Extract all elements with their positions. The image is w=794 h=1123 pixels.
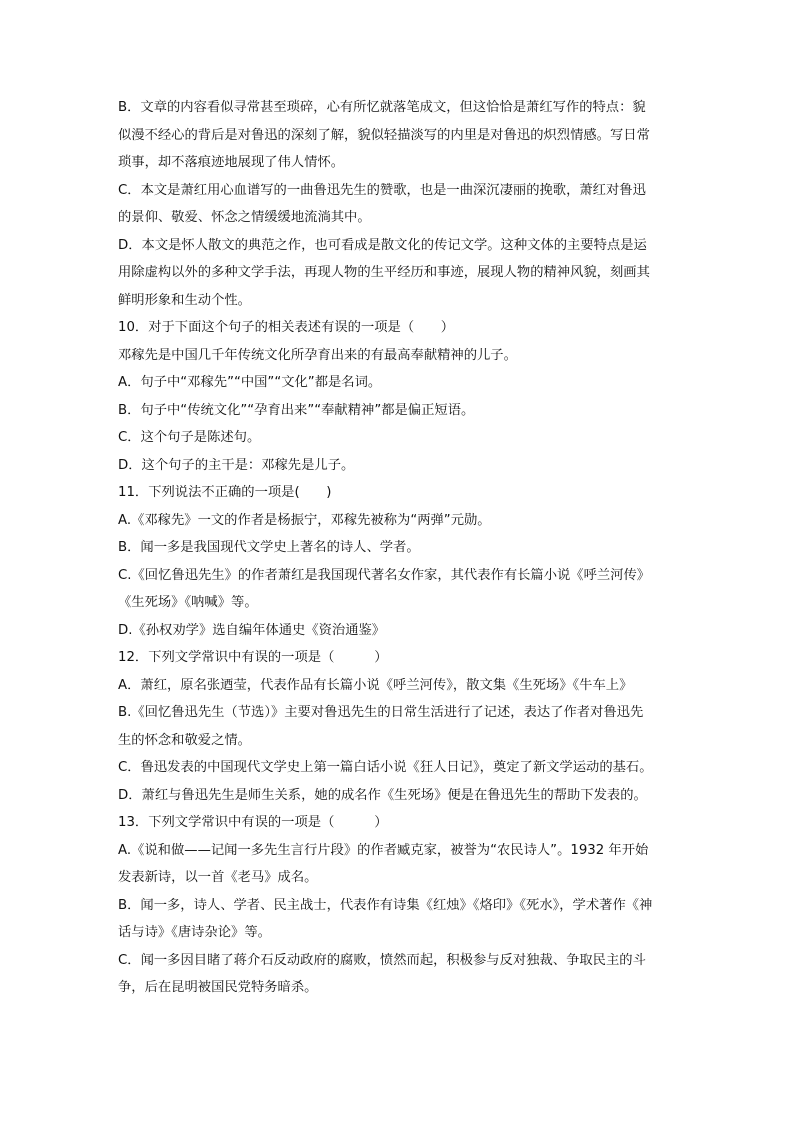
question-13-option-a-line-2: 发表新诗，以一首《老马》成名。	[118, 870, 318, 885]
option-d-line-1: D．本文是怀人散文的典范之作，也可看成是散文化的传记文学。这种文体的主要特点是运	[118, 237, 647, 253]
question-10-option-c: C．这个句子是陈述句。	[118, 430, 261, 445]
question-13-option-c-line-2: 争，后在昆明被国民党特务暗杀。	[118, 980, 318, 995]
question-13-stem: 13．下列文学常识中有误的一项是（ ）	[118, 815, 388, 830]
question-11-option-d: D.《孙权劝学》选自编年体通史《资治通鉴》	[118, 622, 386, 638]
question-11-option-b: B．闻一多是我国现代文学史上著名的诗人、学者。	[118, 540, 420, 555]
option-b-line-3: 琐事，却不落痕迹地展现了伟人情怀。	[118, 155, 345, 170]
question-10-option-a: A．句子中“邓稼先”“中国”“文化”都是名词。	[118, 375, 382, 390]
question-13-option-c-line-1: C．闻一多因目睹了蒋介石反动政府的腐败，愤然而起，积极参与反对独裁、争取民主的斗	[118, 952, 646, 968]
option-b-line-1: B．文章的内容看似寻常甚至琐碎，心有所忆就落笔成文，但这恰恰是萧红写作的特点：貌	[118, 100, 646, 115]
question-12-option-d: D．萧红与鲁迅先生是师生关系，她的成名作《生死场》便是在鲁迅先生的帮助下发表的。	[118, 787, 647, 803]
question-11-stem: 11．下列说法不正确的一项是( )	[118, 485, 332, 500]
question-12-option-c: C．鲁迅发表的中国现代文学史上第一篇白话小说《狂人日记》，奠定了新文学运动的基石。	[118, 760, 653, 775]
option-d-line-3: 鲜明形象和生动个性。	[118, 292, 251, 308]
question-11-option-c-line-1: C.《回忆鲁迅先生》的作者萧红是我国现代著名女作家，其代表作有长篇小说《呼兰河传》	[118, 567, 651, 583]
question-13-option-b-line-1: B．闻一多，诗人、学者、民主战士，代表作有诗集《红烛》《烙印》《死水》，学术著作《神	[118, 897, 653, 913]
question-11-option-c-line-2: 《生死场》《呐喊》等。	[118, 595, 258, 610]
question-12-option-a: A．萧红，原名张迺莹，代表作品有长篇小说《呼兰河传》，散文集《生死场》《牛车上》	[118, 677, 633, 693]
question-10-sentence: 邓稼先是中国几千年传统文化所孕育出来的有最高奉献精神的儿子。	[118, 347, 517, 363]
question-12-option-b-line-1: B.《回忆鲁迅先生（节选）》主要对鲁迅先生的日常生活进行了记述，表达了作者对鲁迅先	[118, 705, 644, 720]
question-10-option-b: B．句子中“传统文化”“孕育出来”“奉献精神”都是偏正短语。	[118, 402, 475, 418]
question-12-option-b-line-2: 生的怀念和敬爱之情。	[118, 732, 251, 748]
question-13-option-b-line-2: 话与诗》《唐诗杂论》等。	[118, 925, 271, 940]
question-11-option-a: A.《邓稼先》一文的作者是杨振宁，邓稼先被称为“两弹”元勋。	[118, 512, 491, 528]
question-13-option-a-line-1: A.《说和做——记闻一多先生言行片段》的作者臧克家，被誉为“农民诗人”。1932 年开始	[118, 842, 649, 858]
question-12-stem: 12．下列文学常识中有误的一项是（ ）	[118, 650, 388, 665]
document-body	[118, 94, 678, 1002]
question-10-stem: 10．对于下面这个句子的相关表述有误的一项是（ ）	[118, 320, 455, 335]
option-c-line-2: 的景仰、敬爱、怀念之情缓缓地流淌其中。	[118, 210, 371, 225]
question-10-option-d: D．这个句子的主干是：邓稼先是儿子。	[118, 457, 355, 473]
option-d-line-2: 用除虚构以外的多种文学手法，再现人物的生平经历和事迹，展现人物的精神风貌，刻画其	[118, 265, 650, 280]
option-b-line-2: 似漫不经心的背后是对鲁迅的深刻了解，貌似轻描淡写的内里是对鲁迅的炽烈情感。写日常	[118, 127, 650, 143]
option-c-line-1: C．本文是萧红用心血谱写的一曲鲁迅先生的赞歌，也是一曲深沉凄丽的挽歌，萧红对鲁迅	[118, 182, 646, 198]
